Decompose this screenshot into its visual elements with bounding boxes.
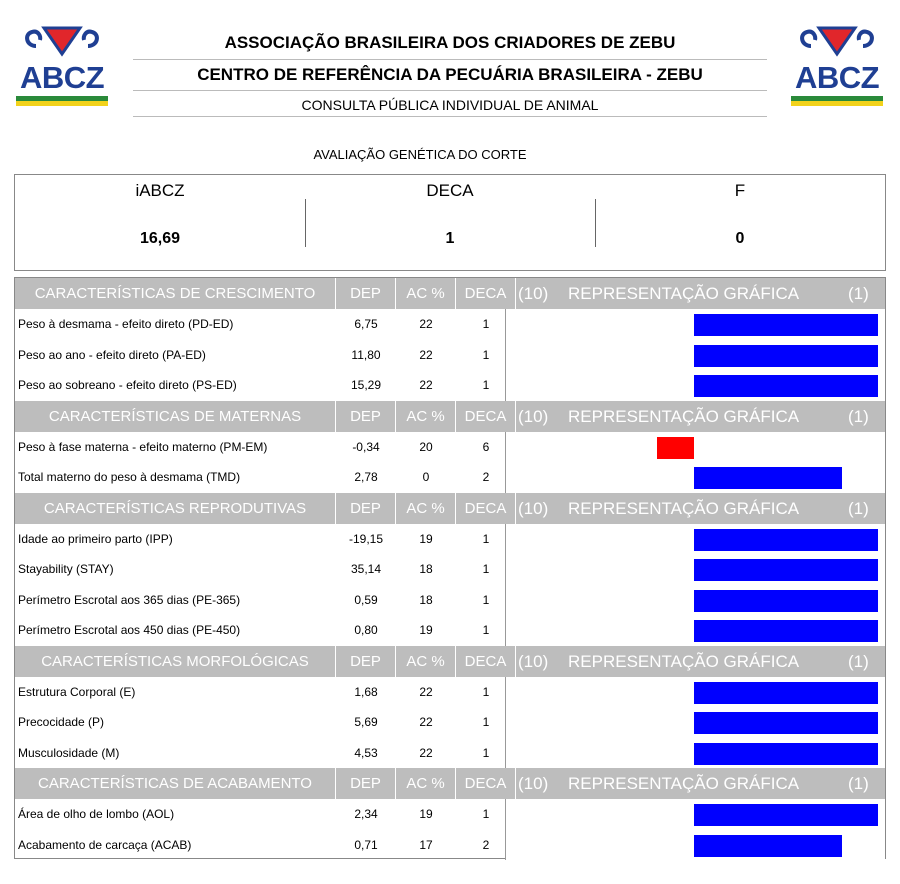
section-title: CARACTERÍSTICAS DE ACABAMENTO [15,768,336,799]
section-title: CARACTERÍSTICAS DE CRESCIMENTO [15,278,336,309]
trait-name: Peso ao ano - efeito direto (PA-ED) [18,348,206,362]
summary-label: F [734,181,746,200]
section-header [15,401,885,432]
summary-f [595,175,885,270]
summary-iabcz [15,175,305,270]
trait-deca: 1 [482,317,490,331]
trait-ac: 18 [419,593,433,607]
graph-scale-left: (10) [518,774,549,793]
logo-text: ABCZ [19,60,105,95]
positive-bar [694,345,878,367]
positive-bar [694,590,878,612]
trait-ac: 22 [419,378,433,392]
trait-name: Perímetro Escrotal aos 365 dias (PE-365) [18,593,241,607]
trait-dep: 6,75 [354,317,378,331]
graph-title: REPRESENTAÇÃO GRÁFICA [568,406,800,426]
graph-scale-right: (1) [848,284,869,303]
col-dep-header: DEP [336,401,396,432]
trait-name: Idade ao primeiro parto (IPP) [18,532,173,546]
trait-deca: 1 [482,807,490,821]
graph-title: REPRESENTAÇÃO GRÁFICA [568,651,800,671]
trait-ac: 22 [419,685,433,699]
trait-deca: 1 [482,532,490,546]
col-deca-header: DECA [456,401,516,432]
col-deca-header: DECA [456,278,516,309]
positive-bar [694,467,842,489]
summary-value: 16,69 [139,230,181,247]
graph-scale-right: (1) [848,651,869,671]
trait-deca: 1 [482,348,490,362]
positive-bar [694,804,878,826]
col-ac-header: AC % [396,493,456,524]
negative-bar [657,437,694,459]
summary-value: 1 [445,230,455,247]
col-graph-header [516,401,885,432]
trait-name: Peso à desmama - efeito direto (PD-ED) [18,317,234,331]
positive-bar [694,620,878,642]
trait-deca: 2 [482,838,490,852]
trait-row [15,432,885,462]
graph-title: REPRESENTAÇÃO GRÁFICA [568,774,800,793]
graph-scale-left: (10) [518,498,549,518]
trait-deca: 1 [482,715,490,729]
trait-name: Acabamento de carcaça (ACAB) [18,838,192,852]
trait-name: Total materno do peso à desmama (TMD) [18,470,241,484]
summary-box [14,174,886,271]
section-title: CARACTERÍSTICAS MORFOLÓGICAS [15,646,336,677]
trait-deca: 1 [482,378,490,392]
col-ac-header: AC % [396,646,456,677]
trait-dep: 0,80 [354,623,378,637]
summary-deca [305,175,595,270]
org-title: ASSOCIAÇÃO BRASILEIRA DOS CRIADORES DE ZEBU [224,33,676,52]
header-divider [133,116,767,117]
positive-bar [694,375,878,397]
positive-bar [694,529,878,551]
trait-deca: 1 [482,685,490,699]
positive-bar [694,712,878,734]
col-dep-header: DEP [336,646,396,677]
col-dep-header: DEP [336,493,396,524]
col-deca-header: DECA [456,768,516,799]
positive-bar [694,682,878,704]
trait-deca: 1 [482,562,490,576]
trait-dep: 15,29 [350,378,382,392]
graph-title: REPRESENTAÇÃO GRÁFICA [568,498,800,518]
col-deca-header: DECA [456,646,516,677]
trait-ac: 19 [419,623,433,637]
logo-text: ABCZ [794,60,880,95]
section-header [15,646,885,677]
genetic-evaluation-table [14,277,886,859]
col-ac-header: AC % [396,768,456,799]
trait-ac: 0 [422,470,430,484]
trait-dep: 1,68 [354,685,378,699]
section-header [15,768,885,799]
flag-stripe-yellow [791,101,883,106]
graph-scale-left: (10) [518,284,549,303]
trait-dep: 0,59 [354,593,378,607]
positive-bar [694,314,878,336]
col-dep-header: DEP [336,768,396,799]
header-divider [133,59,767,60]
col-ac-header: AC % [396,401,456,432]
trait-dep: 11,80 [351,348,381,362]
trait-ac: 20 [419,440,433,454]
trait-dep: 35,14 [350,562,382,576]
trait-name: Área de olho de lombo (AOL) [18,807,175,821]
section-title: CARACTERÍSTICAS REPRODUTIVAS [15,493,336,524]
trait-dep: -19,15 [348,532,384,546]
positive-bar [694,559,878,581]
trait-dep: -0,34 [352,440,380,454]
col-deca-header: DECA [456,493,516,524]
trait-dep: 4,53 [354,746,378,760]
trait-ac: 19 [419,532,433,546]
abcz-emblem-icon [789,22,885,62]
col-ac-header: AC % [396,278,456,309]
summary-value: 0 [735,230,745,247]
graph-scale-right: (1) [848,774,869,793]
positive-bar [694,835,842,857]
trait-ac: 19 [419,807,433,821]
trait-name: Stayability (STAY) [18,562,114,576]
col-graph-header [516,278,885,309]
section-title: CARACTERÍSTICAS DE MATERNAS [15,401,336,432]
trait-deca: 1 [482,746,490,760]
summary-label: iABCZ [135,181,185,200]
graph-scale-left: (10) [518,406,549,426]
trait-name: Musculosidade (M) [18,746,120,760]
header-divider [133,90,767,91]
col-dep-header: DEP [336,278,396,309]
trait-deca: 1 [482,623,490,637]
trait-ac: 22 [419,746,433,760]
trait-dep: 5,69 [354,715,378,729]
graph-scale-right: (1) [848,498,869,518]
trait-dep: 0,71 [354,838,378,852]
section-subtitle: AVALIAÇÃO GENÉTICA DO CORTE [313,147,527,162]
trait-name: Peso à fase materna - efeito materno (PM-EM) [18,440,268,454]
graph-scale-left: (10) [518,651,549,671]
trait-deca: 1 [482,593,490,607]
trait-deca: 6 [482,440,490,454]
positive-bar [694,743,878,765]
trait-ac: 18 [419,562,433,576]
graph-scale-right: (1) [848,406,869,426]
col-graph-header [516,768,885,799]
trait-ac: 22 [419,348,433,362]
trait-ac: 22 [419,317,433,331]
trait-name: Peso ao sobreano - efeito direto (PS-ED) [18,378,237,392]
abcz-logo-right [789,22,885,104]
flag-stripe-yellow [16,101,108,106]
trait-name: Estrutura Corporal (E) [18,685,136,699]
section-header [15,278,885,309]
trait-dep: 2,34 [354,807,378,821]
abcz-logo-left [14,22,110,104]
center-title: CENTRO DE REFERÊNCIA DA PECUÁRIA BRASILEIRA - ZEBU [197,65,703,84]
trait-ac: 22 [419,715,433,729]
summary-label: DECA [426,181,474,200]
trait-dep: 2,78 [354,470,378,484]
col-graph-header [516,646,885,677]
section-header [15,493,885,524]
trait-ac: 17 [419,838,433,852]
page-title: CONSULTA PÚBLICA INDIVIDUAL DE ANIMAL [301,97,599,113]
graph-title: REPRESENTAÇÃO GRÁFICA [568,284,800,303]
trait-name: Perímetro Escrotal aos 450 dias (PE-450) [18,623,241,637]
col-graph-header [516,493,885,524]
abcz-emblem-icon [14,22,110,62]
trait-deca: 2 [482,470,490,484]
trait-name: Precocidade (P) [18,715,105,729]
